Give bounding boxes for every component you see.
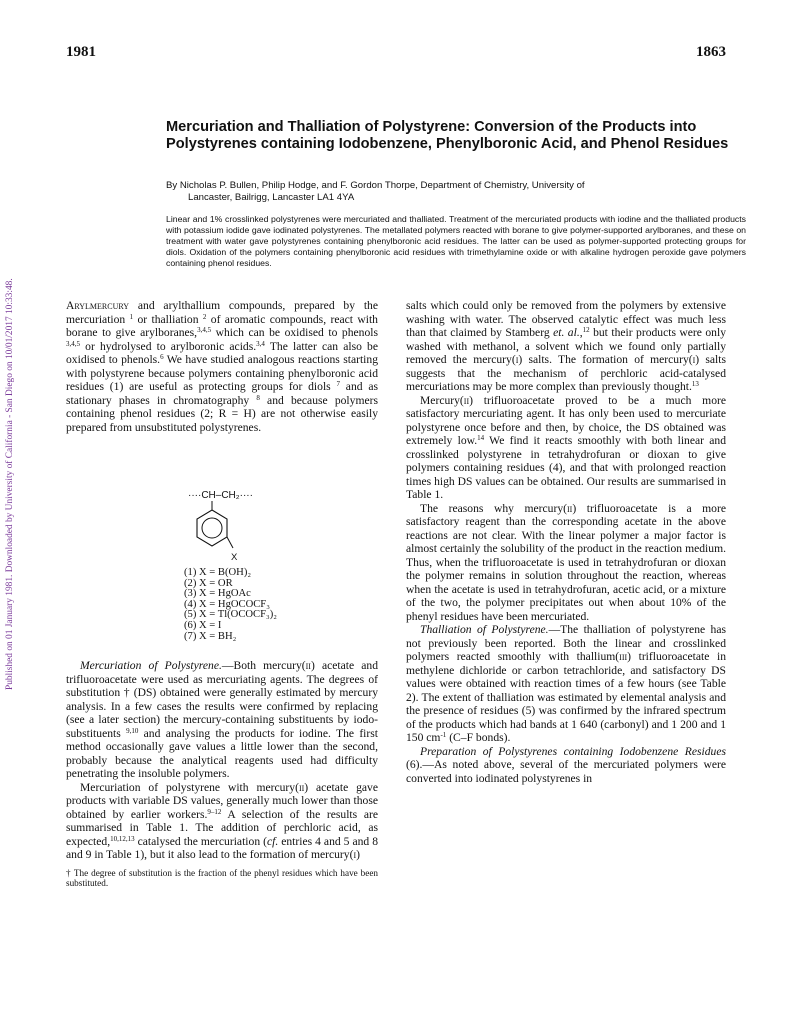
polymer-chain-label: ····CH–CH₂····	[188, 490, 253, 501]
download-watermark-text: Published on 01 January 1981. Downloaded by University of California - San Diego on 10/01/2017 10:33:48.	[5, 278, 15, 690]
substituent-label: X	[231, 552, 238, 563]
body-column-left-bottom	[66, 659, 378, 862]
paragraph-mercuriation-2: Mercuriation of polystyrene with mercury(ii) acetate gave products with variable DS values, generally much lower than those obtained by earlier workers.$^{9-12}$ A selection of the results are summarised in Table 1. The addition of perchloric acid, as expected,$^{10,12,13}$ catalysed the mercuriation (cf. entries 4 and 5 and 8 and 9 in Table 1), but it also lead to the formation of mercury(i)	[66, 780, 378, 861]
phenyl-ring-drawing	[180, 488, 380, 568]
paragraph-reasons: The reasons why mercury(ii) trifluoroacetate is a more satisfactory reagent than the corresponding acetate in the above reactions are not clear. With the linear polymer a major factor is almost certainly the solubility of the product in the reaction medium. Thus, when the trifluoroacetate is used in tetrahydrofuran or dioxan the polymer remains in solution throughout the reaction, whereas when the acetate is used in tetrahydrofuran, acetic acid, or a mixture of the two, the polymer precipitates out when about 10% of the phenyl residues have been mercuriated.	[406, 501, 726, 623]
legend-item: (6) X = I	[184, 619, 222, 631]
paragraph-mercuriation: Mercuriation of Polystyrene.—Both mercury(ii) acetate and trifluoroacetate were used as mercuriating agents. The degrees of substitution † (DS) obtained were generally estimated by mercury analysis. In a few cases the results were confirmed by replacing (see a later section) the mercury-containing substituents by iodo-substituents $^{9,10}$ and analysing the products for iodine. The first method occasionally gave values a little lower than the second, probably because the analytical reagents used had difficulty penetrating the insoluble polymers.	[66, 659, 379, 780]
paragraph-continued: salts which could only be removed from the polymers by extensive washing with water. The observed catalytic effect was much less than that claimed by Stamberg et. al.,$^{12}$ but their products were only washed with methanol, a solvent which we found only partially removed the mercury(i) salts. The formation of mercury(i) salts suggests that the mechanism of perchloric acid-catalysed mercuriations may be more complex than previously thought.$^{13}$	[406, 299, 726, 393]
running-head-year: 1981	[66, 44, 96, 60]
paragraph-trifluoroacetate: Mercury(ii) trifluoroacetate proved to be a much more satisfactory mercuriating agent. It has only been used to mercuriate polystyrene once before and then, by choice, the DS obtained was extremely low.$^{14}$ We find it reacts smoothly with both linear and crosslinked polystyrene in tetrahydrofuran or dioxan to give polymers containing residues (4), and that with prolonged reaction times high DS values can be obtained. Our results are summarised in Table 1.	[406, 393, 726, 501]
byline-line2: Lancaster, Bailrigg, Lancaster LA1 4YA	[188, 192, 355, 203]
running-head-page: 1863	[696, 44, 726, 60]
legend-item: (3) X = HgOAc	[184, 588, 251, 600]
paragraph-iodobenzene: Preparation of Polystyrenes containing Iodobenzene Residues (6).—As noted above, several of the mercuriated polymers were converted into iodinated polystyrenes in	[406, 744, 726, 785]
paragraph-intro: Arylmercury and arylthallium compounds, prepared by the mercuriation $^1$ or thalliation $^2$ of aromatic compounds, react with borane to give arylboranes,$^{3,4,5}$ which can be oxidised to phenols $^{3,4,5}$ or hydrolysed to arylboronic acids.$^{3,4}$ The latter can also be oxidised to phenols.$^6$ We have studied analogous reactions starting with polystyrene because polymers containing phenylboronic acid residues (1) are useful as protecting groups for diols $^7$ and as stationary phases in chromatography $^8$ and because polymers containing phenol residues (2; R = H) are not otherwise easily prepared from unsubstituted polystyrenes.	[66, 299, 378, 434]
legend-item: (4) X = HgOCOCF₃	[184, 598, 270, 610]
footnote: † The degree of substitution is the fraction of the phenyl residues which have been substituted.	[66, 868, 378, 889]
article-title: Mercuriation and Thalliation of Polystyrene: Conversion of the Products into Polystyrenes containing Iodobenzene, Phenylboronic Acid, and Phenol Residues	[166, 119, 729, 152]
legend-item: (5) X = Tl(OCOCF₃)₂	[184, 609, 277, 621]
legend-item: (1) X = B(OH)₂	[184, 567, 252, 578]
byline	[166, 180, 746, 204]
structure-legend	[184, 568, 277, 642]
legend-item: (7) X = BH₂	[184, 630, 237, 642]
byline-line1: By Nicholas P. Bullen, Philip Hodge, and F. Gordon Thorpe, Department of Chemistry, University of	[166, 180, 585, 191]
download-watermark	[2, 160, 16, 690]
body-column-left-top	[66, 299, 378, 434]
paragraph-thalliation: Thalliation of Polystyrene.—The thalliation of polystyrene has not previously been reported. Both the linear and crosslinked polymers reacted smoothly with thallium(iii) trifluoroacetate in methylene dichloride or carbon tetrachloride, and satisfactory DS values were obtained with reaction times of a few hours (see Table 2). The extent of thalliation was estimated by elemental analysis and the presence of residues (5) was confirmed by the infrared spectrum of the products which had bands at 1 640 (carbonyl) and 1 200 and 1 150 $cm^{-1}$ (C–F bonds).	[406, 623, 726, 744]
body-column-right	[406, 299, 726, 785]
legend-item: (2) X = OR	[184, 577, 233, 589]
abstract: Linear and 1% crosslinked polystyrenes were mercuriated and thalliated. Treatment of the mercuriated products with iodine and the thalliated products with potassium iodide gave iodinated polystyrenes. The metallated polymers reacted with borane to give polymer-supported arylboranes, and these on treatment with water gave polystyrenes containing phenylboronic acid residues. The latter can be used as polymer-supported protecting groups for diols. Oxidation of the polymers containing phenylboronic acid residues with trimethylamine oxide or with alkaline hydrogen peroxide gave polymers containing phenol residues.	[166, 214, 746, 269]
